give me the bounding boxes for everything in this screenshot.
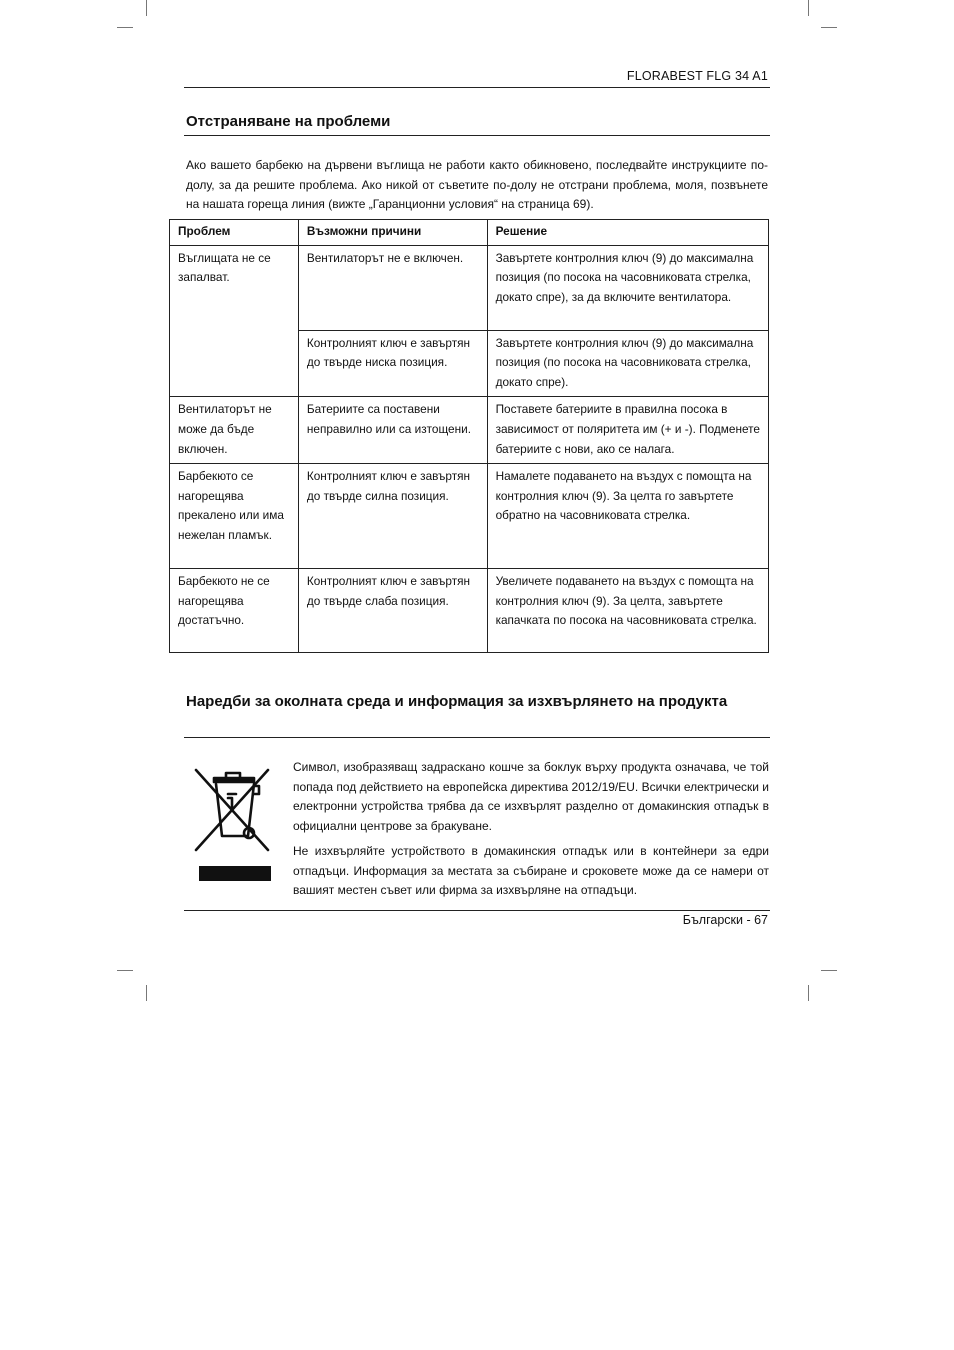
- column-header-problem: Проблем: [170, 220, 299, 246]
- solution-cell: Завъртете контролния ключ (9) до максимална позиция (по посока на часовниковата стрелка, докато спре), за да включите вентилатора.: [487, 245, 768, 330]
- crossed-out-wheelie-bin-icon: [192, 764, 274, 886]
- crop-mark: [808, 985, 809, 1001]
- table-row: [170, 464, 769, 569]
- column-header-solution: Решение: [487, 220, 768, 246]
- problem-cell: Вентилаторът не може да бъде включен.: [170, 397, 299, 464]
- table-header-row: [170, 220, 769, 246]
- troubleshooting-table: [169, 219, 769, 653]
- document-header-title: FLORABEST FLG 34 A1: [626, 69, 768, 83]
- table-row: [170, 397, 769, 464]
- table-row: [170, 245, 769, 330]
- cause-cell: Вентилаторът не е включен.: [298, 245, 487, 330]
- disposal-paragraph: Символ, изобразяващ задраскано кошче за боклук върху продукта означава, че той попада под действието на европейска директива 2012/19/EU. Всички електрически и електронни устройства трябва да се изхвърлят разделно от домакинския отпадък в официални центрове за бракуване.: [293, 760, 769, 833]
- cause-cell: Батериите са поставени неправилно или са изтощени.: [298, 397, 487, 464]
- crop-mark: [117, 970, 133, 971]
- troubleshooting-intro: Ако вашето барбекю на дървени въглища не работи както обикновено, последвайте инструкциите по-долу, за да решите проблема. Ако никой от съветите по-долу не отстрани проблема, моля, позвънете на нашата гореща линия (вижте „Гаранционни условия“ на страница 69).: [186, 158, 768, 211]
- crop-mark: [821, 970, 837, 971]
- header-rule: [184, 87, 770, 88]
- solution-cell: Увеличете подаването на въздух с помощта на контролния ключ (9). За целта, завъртете капачката по посока на часовниковата стрелка.: [487, 569, 768, 653]
- table-row: [170, 569, 769, 653]
- problem-cell: Барбекюто се нагорещява прекалено или има нежелан пламък.: [170, 464, 299, 569]
- cause-cell: Контролният ключ е завъртян до твърде слаба позиция.: [298, 569, 487, 653]
- crop-mark: [821, 27, 837, 28]
- solution-cell: Завъртете контролния ключ (9) до максимална позиция (по посока на часовниковата стрелка, докато спре).: [487, 330, 768, 397]
- heading-rule: [184, 135, 770, 136]
- solution-cell: Поставете батериите в правилна посока в зависимост от поляритета им (+ и -). Подменете батериите с нови, ако се налага.: [487, 397, 768, 464]
- column-header-causes: Възможни причини: [298, 220, 487, 246]
- cause-cell: Контролният ключ е завъртян до твърде ниска позиция.: [298, 330, 487, 397]
- environment-heading: Наредби за околната среда и информация за изхвърлянето на продукта: [186, 693, 728, 710]
- solution-cell: Намалете подаването на въздух с помощта на контролния ключ (9). За целта го завъртете обратно на часовниковата стрелка.: [487, 464, 768, 569]
- footer-rule: [184, 910, 770, 911]
- crop-mark: [146, 985, 147, 1001]
- cause-cell: Контролният ключ е завъртян до твърде силна позиция.: [298, 464, 487, 569]
- disposal-paragraph: Не изхвърляйте устройството в домакинския отпадък или в контейнери за едри отпадъци. Информация за местата за събиране и сроковете може да се намери от вашият местен съвет или фирма за изхвърляне на отпадъци.: [293, 844, 769, 897]
- page-number: Български - 67: [682, 913, 768, 927]
- crop-mark: [808, 0, 809, 16]
- crop-mark: [146, 0, 147, 16]
- troubleshooting-heading: Отстраняване на проблеми: [186, 113, 391, 130]
- problem-cell: Въглищата не се запалват.: [170, 245, 299, 397]
- heading-rule: [184, 737, 770, 738]
- crop-mark: [117, 27, 133, 28]
- problem-cell: Барбекюто не се нагорещява достатъчно.: [170, 569, 299, 653]
